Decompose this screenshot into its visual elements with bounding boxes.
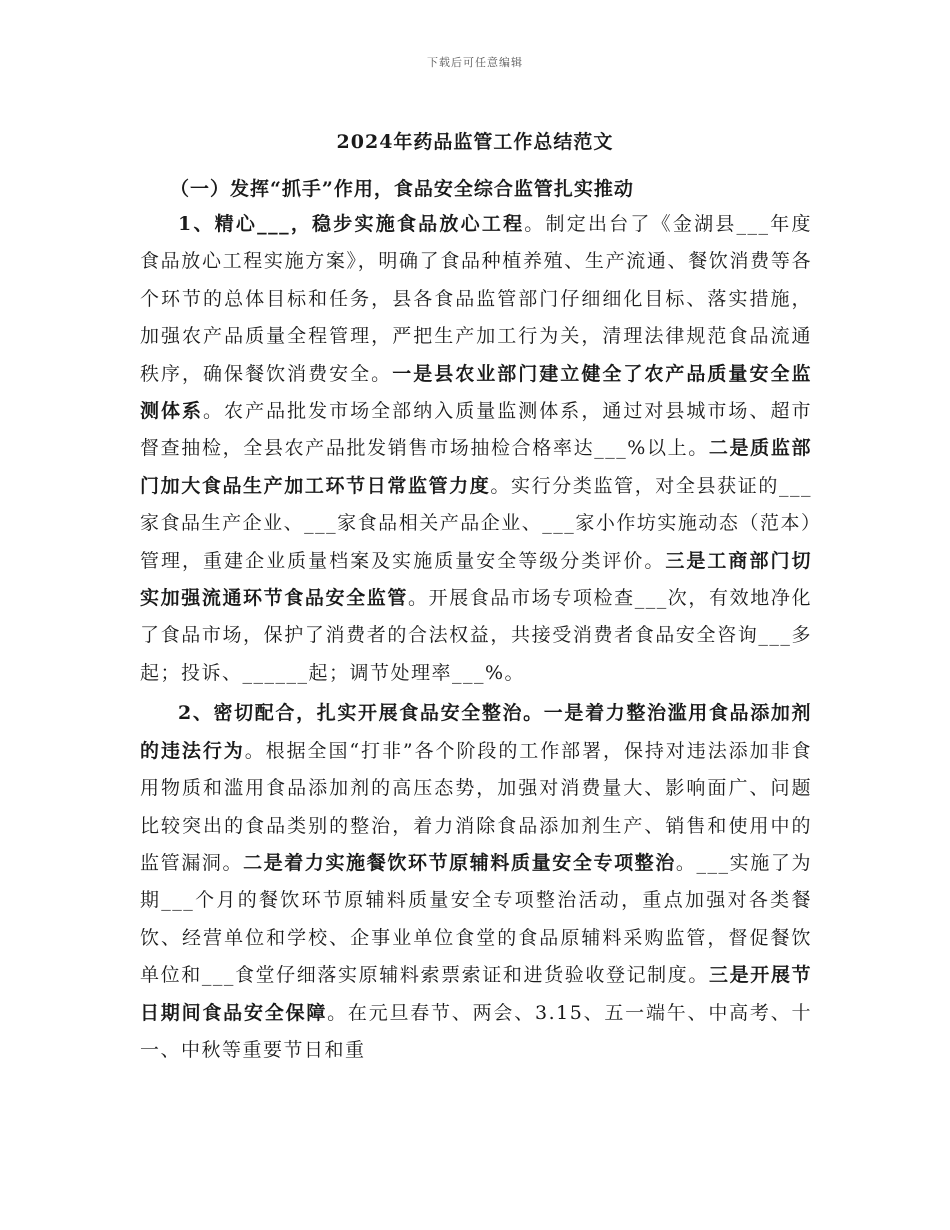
para1-run-4: 。农产品批发市场全部纳入质量监测体系，通过对县城市场、超市督查抽检，全县农产品批发销售市场抽检合格率达___%以上。 (140, 400, 812, 460)
header-note: 下载后可任意编辑 (427, 56, 523, 69)
para1-run-6: 。实行分类监管，对全县获证的___家食品生产企业、___家食品相关产品企业、___家小作坊实施动态（范本）管理，重建企业质量档案及实施质量安全等级分类评价。 (140, 474, 812, 572)
para2-run-4: 。___实施了为期___个月的餐饮环节原辅料质量安全专项整治活动，重点加强对各类餐饮、经营单位和学校、企事业单位食堂的食品原辅料采购监管，督促餐饮单位和___食堂仔细落实原辅料索票索证和进货验收登记制度。 (140, 851, 812, 987)
para2-run-2: 。根据全国“打非”各个阶段的工作部署，保持对违法添加非食用物质和滥用食品添加剂的高压态势，加强对消费量大、影响面广、问题比较突出的食品类别的整治，着力消除食品添加剂生产、销售和使用中的监管漏洞。 (140, 739, 812, 874)
para1-run-8: 。开展食品市场专项检查___次，有效地净化了食品市场，保护了消费者的合法权益，共接受消费者食品安全咨询___多起；投诉、______起；调节处理率___%。 (140, 587, 812, 684)
para1-run-1: 1、精心___，稳步实施食品放心工程 (178, 213, 525, 235)
paragraph-1 (140, 206, 812, 692)
para1-run-5: 二是质监部门加大食品生产加工环节日常监管力度 (140, 437, 812, 497)
para2-run-1: 2、密切配合，扎实开展食品安全整治。一是着力整治滥用食品添加剂的违法行为 (140, 702, 812, 762)
document-title: 2024年药品监管工作总结范文 (336, 131, 614, 153)
para1-run-3: 一是县农业部门建立健全了农产品质量安全监测体系 (140, 362, 812, 423)
para2-run-3: 二是着力实施餐饮环节原辅料质量安全专项整治 (243, 851, 676, 874)
section-heading: （一）发挥“抓手”作用，食品安全综合监管扎实推动 (170, 178, 634, 200)
para1-run-2: 。制定出台了《金湖县___年度食品放心工程实施方案》，明确了食品种植养殖、生产流通、餐饮消费等各个环节的总体目标和任务，县各食品监管部门仔细细化目标、落实措施，加强农产品质量全程管理，严把生产加工行为关，清理法律规范食品流通秩序，确保餐饮消费安全。 (140, 213, 812, 385)
document-body (140, 206, 812, 1069)
paragraph-2 (140, 695, 812, 1069)
para2-run-5: 三是开展节日期间食品安全保障 (140, 964, 812, 1024)
para1-run-7: 三是工商部门切实加强流通环节食品安全监管 (140, 549, 812, 610)
para2-run-6: 。在元旦春节、两会、3.15、五一端午、中高考、十一、中秋等重要节日和重 (140, 1001, 812, 1061)
